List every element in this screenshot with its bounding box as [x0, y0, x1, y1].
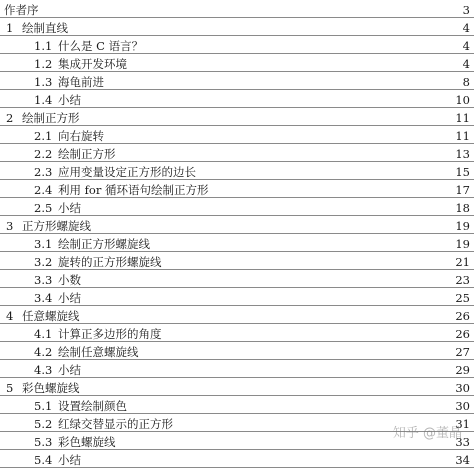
section-title: 绘制正方形: [58, 147, 116, 161]
section-title: 应用变量设定正方形的边长: [58, 165, 196, 179]
section-title: 小结: [58, 453, 81, 467]
page-number: 23: [455, 273, 470, 287]
section-number: 1.2: [34, 57, 53, 71]
section-number: 1: [6, 21, 14, 35]
section-number: 2.2: [34, 147, 53, 161]
toc-chapter-row[interactable]: [0, 18, 474, 36]
section-number: 2.5: [34, 201, 53, 215]
page-number: 19: [455, 219, 470, 233]
toc-subsection-row[interactable]: [0, 162, 474, 180]
section-number: 2.4: [34, 183, 53, 197]
page-number: 19: [455, 237, 470, 251]
section-number: 3.4: [34, 291, 53, 305]
toc-subsection-row[interactable]: [0, 126, 474, 144]
toc-entry-row[interactable]: [0, 0, 474, 18]
section-number: 4: [6, 309, 14, 323]
toc-subsection-row[interactable]: [0, 90, 474, 108]
section-number: 2: [6, 111, 14, 125]
section-number: 4.1: [34, 327, 53, 341]
section-title: 彩色螺旋线: [22, 381, 80, 395]
section-number: 4.2: [34, 345, 53, 359]
section-title: 向右旋转: [58, 129, 104, 143]
section-title: 设置绘制颜色: [58, 399, 127, 413]
page-number: 29: [455, 363, 470, 377]
toc-subsection-row[interactable]: [0, 270, 474, 288]
toc-subsection-row[interactable]: [0, 324, 474, 342]
page-number: 4: [462, 57, 470, 71]
page-number: 25: [455, 291, 470, 305]
section-number: 5.3: [34, 435, 53, 449]
section-title: 正方形螺旋线: [22, 219, 91, 233]
section-number: 3.2: [34, 255, 53, 269]
toc-subsection-row[interactable]: [0, 252, 474, 270]
section-number: 1.4: [34, 93, 53, 107]
row-divider: [0, 467, 474, 468]
toc-subsection-row[interactable]: [0, 450, 474, 468]
page-number: 10: [455, 93, 470, 107]
section-title: 绘制任意螺旋线: [58, 345, 139, 359]
section-number: 3.3: [34, 273, 53, 287]
section-number: 5: [6, 381, 14, 395]
page-number: 11: [455, 129, 470, 143]
toc-subsection-row[interactable]: [0, 396, 474, 414]
page-number: 18: [455, 201, 470, 215]
section-title: 作者序: [4, 3, 39, 17]
section-title: 小结: [58, 201, 81, 215]
section-number: 1.1: [34, 39, 53, 53]
section-title: 小结: [58, 291, 81, 305]
section-title: 小结: [58, 93, 81, 107]
toc-subsection-row[interactable]: [0, 288, 474, 306]
toc-subsection-row[interactable]: [0, 54, 474, 72]
section-title: 绘制正方形: [22, 111, 80, 125]
page-number: 33: [455, 435, 470, 449]
section-title: 红绿交替显示的正方形: [58, 417, 173, 431]
page-number: 3: [462, 3, 470, 17]
toc-chapter-row[interactable]: [0, 108, 474, 126]
section-title: 什么是 C 语言？: [58, 39, 144, 53]
toc-chapter-row[interactable]: [0, 216, 474, 234]
section-number: 4.3: [34, 363, 53, 377]
page-number: 27: [455, 345, 470, 359]
page-number: 31: [455, 417, 470, 431]
page-number: 30: [455, 381, 470, 395]
page-number: 21: [455, 255, 470, 269]
page-number: 11: [455, 111, 470, 125]
page-number: 30: [455, 399, 470, 413]
page-number: 34: [455, 453, 470, 467]
toc-subsection-row[interactable]: [0, 72, 474, 90]
section-number: 5.4: [34, 453, 53, 467]
page-number: 8: [462, 75, 470, 89]
section-number: 5.1: [34, 399, 53, 413]
section-number: 2.1: [34, 129, 53, 143]
page-number: 4: [462, 21, 470, 35]
page-number: 13: [455, 147, 470, 161]
section-number: 3.1: [34, 237, 53, 251]
page-number: 4: [462, 39, 470, 53]
page-number: 26: [455, 327, 470, 341]
toc-chapter-row[interactable]: [0, 378, 474, 396]
section-title: 小数: [58, 273, 81, 287]
toc-subsection-row[interactable]: [0, 180, 474, 198]
section-title: 利用 for 循环语句绘制正方形: [58, 183, 209, 197]
section-number: 3: [6, 219, 14, 233]
toc-subsection-row[interactable]: [0, 234, 474, 252]
toc-subsection-row[interactable]: [0, 360, 474, 378]
section-title: 任意螺旋线: [22, 309, 80, 323]
section-number: 1.3: [34, 75, 53, 89]
section-title: 集成开发环境: [58, 57, 127, 71]
section-title: 绘制直线: [22, 21, 68, 35]
toc-subsection-row[interactable]: [0, 36, 474, 54]
page-number: 17: [455, 183, 470, 197]
section-title: 计算正多边形的角度: [58, 327, 162, 341]
section-title: 绘制正方形螺旋线: [58, 237, 150, 251]
toc-chapter-row[interactable]: [0, 306, 474, 324]
section-title: 旋转的正方形螺旋线: [58, 255, 162, 269]
watermark: 知乎 @董晶: [392, 426, 462, 441]
toc-subsection-row[interactable]: [0, 144, 474, 162]
section-title: 彩色螺旋线: [58, 435, 116, 449]
toc-subsection-row[interactable]: [0, 198, 474, 216]
section-title: 海龟前进: [58, 75, 104, 89]
section-title: 小结: [58, 363, 81, 377]
section-number: 2.3: [34, 165, 53, 179]
toc-subsection-row[interactable]: [0, 342, 474, 360]
page-number: 15: [455, 165, 470, 179]
page-number: 26: [455, 309, 470, 323]
section-number: 5.2: [34, 417, 53, 431]
